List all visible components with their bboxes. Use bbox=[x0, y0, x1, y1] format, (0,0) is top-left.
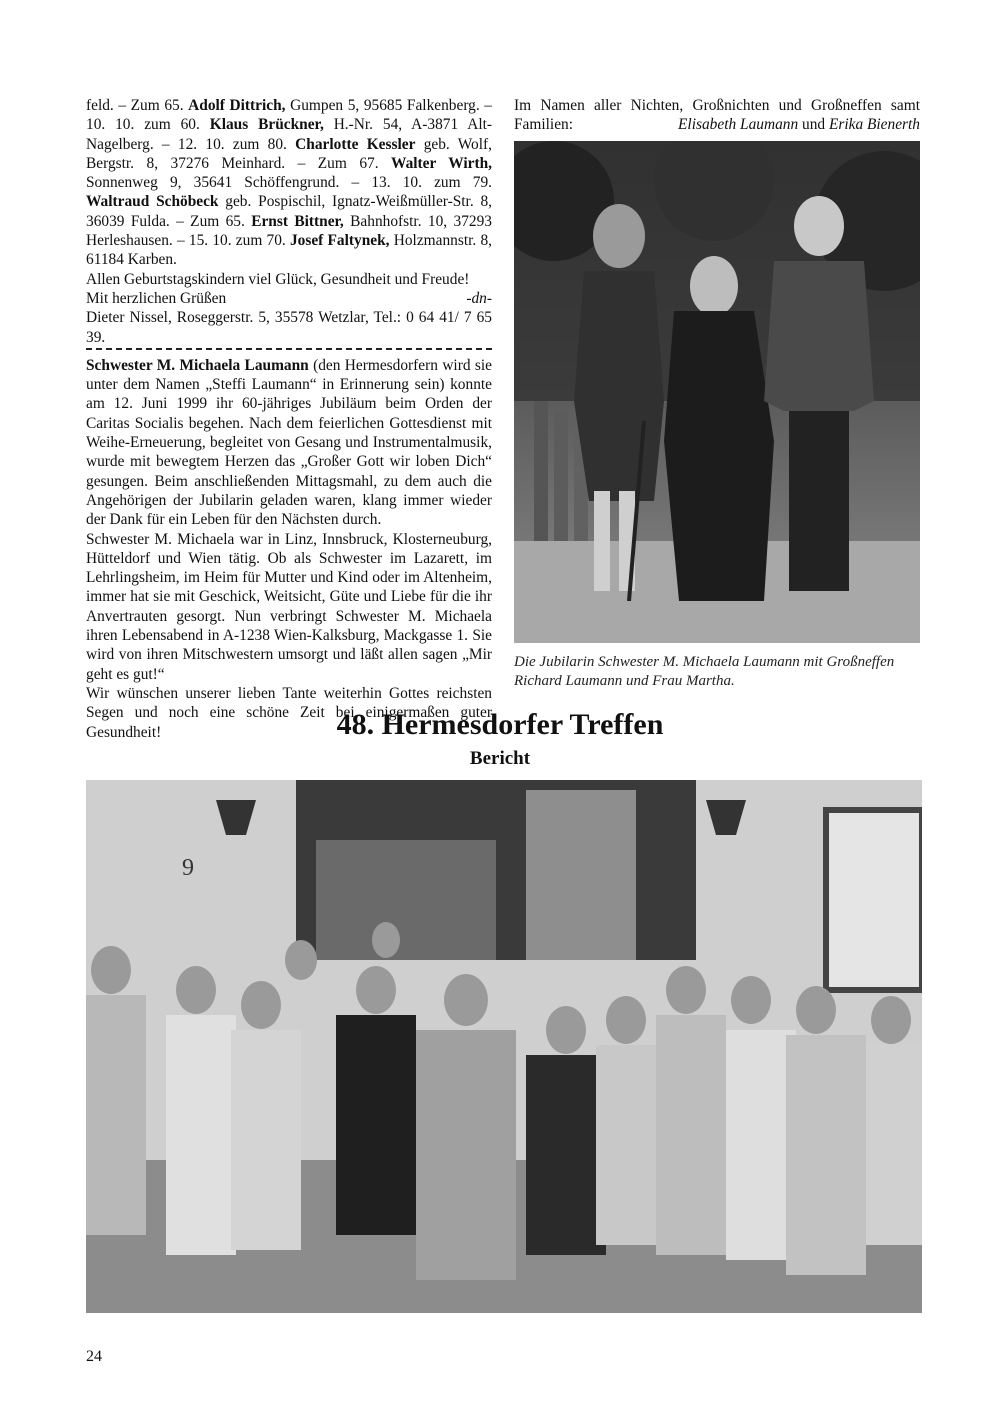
person-body bbox=[416, 1030, 516, 1280]
person-body bbox=[231, 1030, 301, 1250]
jubilarin-photo-graphic bbox=[514, 141, 920, 643]
birthday-text: Bahnhofstr. 10, 37293 Herleshausen. – 15. 10. zum 70. bbox=[86, 212, 492, 250]
signer-and: und bbox=[798, 116, 829, 133]
birthday-list bbox=[86, 96, 492, 270]
jubilarin-photo bbox=[514, 141, 920, 643]
person-head bbox=[285, 940, 317, 980]
article-para-2: Schwester M. Michaela war in Linz, Innsbruck, Klosterneuburg, Hütteldorf und Wien tätig. Ob als Schwester im Lazarett, im Lehrlingsheim, im Heim für Mutter und Kind oder im Altenheim, immer hat sie mit Geschick, Weitsicht, Güte und Liebe für die ihr Anvertrauten gesorgt. Nun verbringt Schwester M. Michaela ihren Lebensabend in A-1238 Wien-Kalksburg, Mackgasse 1. Sie wird von ihren Mitschwestern umsorgt und läßt allen sagen „Mir geht es gut!“ bbox=[86, 530, 492, 683]
glass-block-window bbox=[526, 790, 636, 960]
photo-caption: Die Jubilarin Schwester M. Michaela Laumann mit Großneffen Richard Laumann und Frau Martha. bbox=[514, 654, 895, 689]
person-body bbox=[786, 1035, 866, 1275]
person-body bbox=[596, 1045, 656, 1245]
nun-habit bbox=[664, 311, 774, 601]
person-head bbox=[176, 966, 216, 1014]
birthday-text: Holzmannstr. 8, 61184 Karben. bbox=[86, 232, 492, 269]
person-head bbox=[356, 966, 396, 1014]
person-head bbox=[546, 1006, 586, 1054]
person-body bbox=[86, 995, 146, 1235]
birthday-name: Ernst Bittner, bbox=[251, 212, 344, 230]
person-head bbox=[444, 974, 488, 1026]
signer-2: Erika Bienerth bbox=[828, 116, 920, 133]
post bbox=[534, 401, 548, 541]
person-body bbox=[336, 1015, 416, 1235]
person-head bbox=[731, 976, 771, 1024]
man-trousers bbox=[789, 411, 849, 591]
person-body bbox=[726, 1030, 796, 1260]
side-window bbox=[826, 810, 922, 990]
man-sweater bbox=[764, 261, 874, 411]
person-head bbox=[666, 966, 706, 1014]
post bbox=[554, 411, 568, 541]
birthday-text: H.-Nr. 54, A-3871 Alt-Nagelberg. – 12. 10. zum 80. bbox=[86, 116, 492, 153]
greeting: Mit herzlichen Grüßen bbox=[86, 289, 227, 307]
person-head bbox=[871, 996, 911, 1044]
person-head bbox=[241, 981, 281, 1029]
signer-1: Elisabeth Laumann bbox=[678, 116, 799, 133]
birthday-text: geb. Wolf, Bergstr. 8, 37276 Meinhard. – Zum 67. bbox=[86, 135, 492, 172]
birthday-text: Gumpen 5, 95685 Falkenberg. – 10. 10. zum 60. bbox=[86, 97, 493, 134]
group-photo-graphic bbox=[86, 780, 922, 1313]
article-para-3: Wir wünschen unserer lieben Tante weiterhin Gottes reichsten Segen und noch eine schöne Zeit bei einigermaßen guter Gesundheit! bbox=[86, 684, 492, 741]
article-lead-name: Schwester M. Michaela Laumann bbox=[86, 356, 309, 374]
person-woman-head bbox=[593, 204, 645, 268]
crowd-bodies bbox=[86, 995, 922, 1280]
birthday-text: geb. Pospischil, Ignatz-Weißmüller-Str. 8, 36039 Fulda. – Zum 65. bbox=[86, 193, 492, 230]
left-column bbox=[86, 96, 492, 742]
door-left bbox=[316, 840, 496, 960]
page-number: 24 bbox=[86, 1348, 102, 1365]
dedication-signers bbox=[514, 115, 920, 134]
birthday-text: feld. – Zum 65. bbox=[86, 97, 189, 114]
house-number: 9 bbox=[182, 855, 194, 881]
person-body bbox=[656, 1015, 726, 1255]
article-para-1-text: (den Hermesdorfern wird sie unter dem Namen „Steffi Laumann“ in Erinnerung sein) konnte am 12. Juni 1999 ihr 60-jähriges Jubiläum beim Orden der Caritas Socialis begehen. Nach dem feierlichen Gottesdienst mit Weihe-Erneuerung, begleitet von Gesang und Instrumentalmusik, wurde mit bewegtem Herzen das „Großer Gott wir loben Dich“ gesungen. Beim anschließenden Mittagsmahl, zu dem auch die Angehörigen der Jubilarin geladen waren, klang immer wieder der Dank für ein Leben für den Nächsten durch. bbox=[86, 356, 492, 529]
author-initials: -dn- bbox=[466, 289, 492, 307]
man-head bbox=[794, 196, 844, 256]
person-body bbox=[866, 1045, 922, 1245]
article-para-1 bbox=[86, 356, 492, 530]
birthday-name: Josef Faltynek, bbox=[289, 232, 390, 250]
person-woman-legs bbox=[594, 491, 610, 591]
article-subheadline: Bericht bbox=[469, 748, 531, 769]
signature-line bbox=[86, 289, 492, 308]
birthday-name: Walter Wirth, bbox=[391, 154, 492, 172]
person-head bbox=[372, 922, 400, 958]
birthday-name: Adolf Dittrich, bbox=[188, 97, 286, 114]
person-body bbox=[166, 1015, 236, 1255]
birthday-wishes: Allen Geburtstagskindern viel Glück, Gesundheit und Freude! bbox=[86, 270, 470, 288]
birthday-name: Charlotte Kessler bbox=[295, 135, 416, 153]
author-address: Dieter Nissel, Roseggerstr. 5, 35578 Wetzlar, Tel.: 0 64 41/ 7 65 39. bbox=[86, 309, 492, 346]
person-head bbox=[91, 946, 131, 994]
group-photo bbox=[86, 780, 922, 1313]
person-body bbox=[526, 1055, 606, 1255]
dashed-divider bbox=[86, 348, 492, 350]
nun-head bbox=[690, 256, 738, 316]
person-woman-body bbox=[574, 271, 664, 501]
birthday-name: Waltraud Schöbeck bbox=[86, 193, 219, 211]
person-head bbox=[796, 986, 836, 1034]
article-headline: 48. Hermesdorfer Treffen bbox=[336, 708, 664, 741]
birthday-name: Klaus Brückner, bbox=[209, 116, 324, 134]
birthday-text: Sonnenweg 9, 35641 Schöffengrund. – 13. 10. zum 79. bbox=[86, 174, 492, 192]
person-head bbox=[606, 996, 646, 1044]
dedication-text: Im Namen aller Nichten, Großnichten und Großneffen samt Familien: bbox=[514, 97, 920, 134]
